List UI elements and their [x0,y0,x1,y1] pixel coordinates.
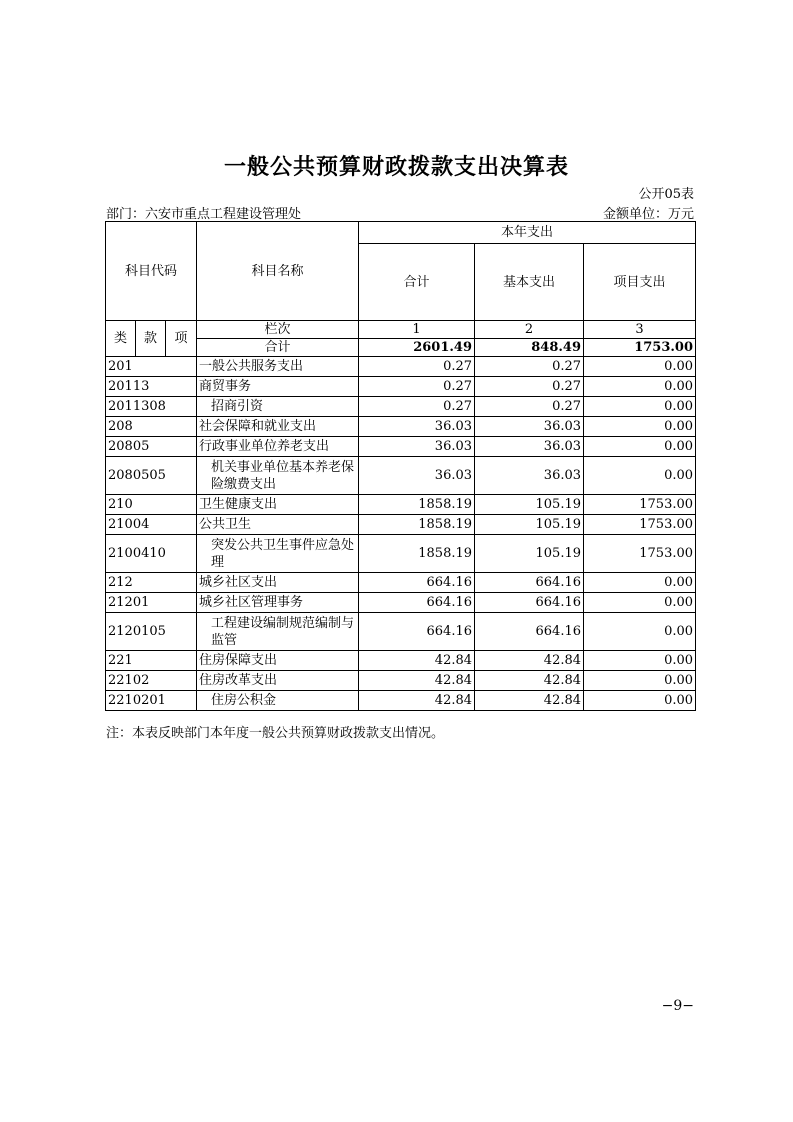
row-project: 0.00 [584,357,696,377]
form-number: 公开05表 [638,187,694,202]
row-total: 42.84 [359,671,475,691]
row-project: 0.00 [584,397,696,417]
row-project: 0.00 [584,651,696,671]
row-project: 0.00 [584,437,696,457]
row-total: 36.03 [359,457,475,495]
row-code: 22102 [106,671,197,691]
row-name: 住房改革支出 [197,671,359,691]
page-number: −9− [661,998,694,1014]
expense-table [105,221,696,711]
row-name: 机关事业单位基本养老保险缴费支出 [197,457,359,495]
row-code: 20805 [106,437,197,457]
row-total: 664.16 [359,573,475,593]
header-xiang: 项 [166,321,197,357]
header-year-expense: 本年支出 [359,222,696,244]
row-code: 212 [106,573,197,593]
row-project: 0.00 [584,593,696,613]
header-project: 项目支出 [584,244,696,321]
department-label: 部门：六安市重点工程建设管理处 [106,207,302,222]
row-basic: 0.27 [475,377,584,397]
row-basic: 0.27 [475,397,584,417]
row-basic: 42.84 [475,671,584,691]
row-project: 0.00 [584,671,696,691]
row-basic: 36.03 [475,457,584,495]
table-row [106,377,696,397]
row-total: 36.03 [359,437,475,457]
row-basic: 0.27 [475,357,584,377]
header-kuan: 款 [136,321,166,357]
row-name: 公共卫生 [197,515,359,535]
table-row [106,593,696,613]
row-total: 42.84 [359,691,475,711]
row-total: 664.16 [359,613,475,651]
row-project: 0.00 [584,691,696,711]
col-number-3: 3 [584,321,696,339]
row-project: 0.00 [584,573,696,593]
row-basic: 105.19 [475,495,584,515]
row-code: 21201 [106,593,197,613]
row-project: 0.00 [584,613,696,651]
col-number-2: 2 [475,321,584,339]
row-name: 商贸事务 [197,377,359,397]
row-name: 招商引资 [197,397,359,417]
row-code: 2011308 [106,397,197,417]
row-basic: 105.19 [475,515,584,535]
table-row [106,515,696,535]
row-name: 工程建设编制规范编制与监管 [197,613,359,651]
row-code: 221 [106,651,197,671]
row-code: 2080505 [106,457,197,495]
table-row [106,573,696,593]
table-row [106,417,696,437]
header-total: 合计 [359,244,475,321]
sum-total: 2601.49 [359,339,475,357]
table-row [106,613,696,651]
row-name: 住房保障支出 [197,651,359,671]
row-project: 0.00 [584,377,696,397]
table-row [106,535,696,573]
row-code: 201 [106,357,197,377]
row-name: 社会保障和就业支出 [197,417,359,437]
col-number-1: 1 [359,321,475,339]
row-code: 21004 [106,515,197,535]
row-basic: 664.16 [475,613,584,651]
row-code: 2210201 [106,691,197,711]
row-name: 突发公共卫生事件应急处理 [197,535,359,573]
row-basic: 36.03 [475,417,584,437]
row-basic: 664.16 [475,573,584,593]
row-project: 1753.00 [584,495,696,515]
row-total: 664.16 [359,593,475,613]
sum-label: 合计 [197,339,359,357]
table-row [106,651,696,671]
row-total: 1858.19 [359,495,475,515]
row-total: 0.27 [359,397,475,417]
row-code: 20113 [106,377,197,397]
row-total: 1858.19 [359,515,475,535]
row-code: 208 [106,417,197,437]
row-name: 城乡社区支出 [197,573,359,593]
row-basic: 42.84 [475,651,584,671]
header-lei: 类 [106,321,136,357]
sum-basic: 848.49 [475,339,584,357]
row-basic: 36.03 [475,437,584,457]
table-row [106,357,696,377]
header-code: 科目代码 [106,222,197,321]
table-row [106,397,696,417]
row-basic: 105.19 [475,535,584,573]
row-total: 0.27 [359,377,475,397]
row-name: 一般公共服务支出 [197,357,359,377]
row-project: 0.00 [584,417,696,437]
row-project: 0.00 [584,457,696,495]
table-row [106,437,696,457]
unit-label: 金额单位：万元 [602,207,694,222]
table-row [106,671,696,691]
row-total: 1858.19 [359,535,475,573]
row-code: 2100410 [106,535,197,573]
row-total: 36.03 [359,417,475,437]
table-note: 注：本表反映部门本年度一般公共预算财政拨款支出情况。 [106,726,445,741]
row-basic: 42.84 [475,691,584,711]
sum-project: 1753.00 [584,339,696,357]
row-total: 42.84 [359,651,475,671]
row-project: 1753.00 [584,535,696,573]
row-total: 0.27 [359,357,475,377]
header-basic: 基本支出 [475,244,584,321]
header-name: 科目名称 [197,222,359,321]
page-title: 一般公共预算财政拨款支出决算表 [223,154,569,180]
row-project: 1753.00 [584,515,696,535]
row-name: 卫生健康支出 [197,495,359,515]
row-basic: 664.16 [475,593,584,613]
table-row [106,495,696,515]
row-code: 210 [106,495,197,515]
row-code: 2120105 [106,613,197,651]
header-lanci: 栏次 [197,321,359,339]
row-name: 城乡社区管理事务 [197,593,359,613]
table-row [106,691,696,711]
table-row [106,457,696,495]
row-name: 住房公积金 [197,691,359,711]
row-name: 行政事业单位养老支出 [197,437,359,457]
